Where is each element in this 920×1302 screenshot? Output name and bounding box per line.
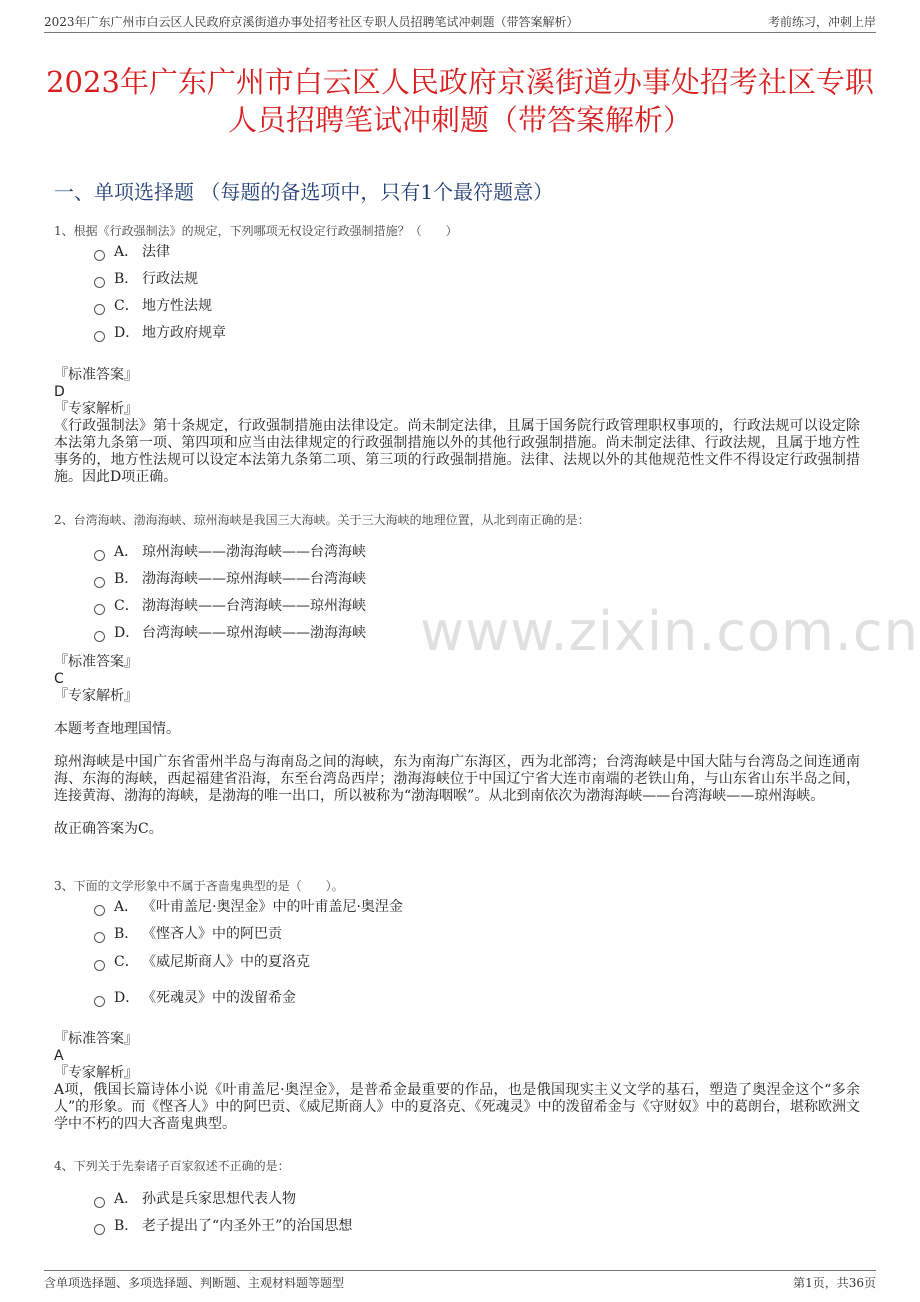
option-text: 行政法规 <box>142 271 198 287</box>
radio-button-icon[interactable] <box>94 577 105 588</box>
option-a[interactable] <box>94 897 403 917</box>
option-a[interactable] <box>94 542 366 562</box>
option-text: 渤海海峡——琼州海峡——台湾海峡 <box>142 571 366 587</box>
answer-block-2 <box>54 654 860 838</box>
question-stem: 3、下面的文学形象中不属于吝啬鬼典型的是（ ）。 <box>54 879 344 893</box>
radio-button-icon[interactable] <box>94 905 105 916</box>
option-text: 地方政府规章 <box>142 325 226 341</box>
radio-button-icon[interactable] <box>94 631 105 642</box>
answer-label: 『标准答案』 <box>54 367 138 383</box>
radio-button-icon[interactable] <box>94 604 105 615</box>
option-letter: B． <box>114 1218 139 1234</box>
option-letter: D． <box>114 990 140 1006</box>
header-doc-title: 2023年广东广州市白云区人民政府京溪街道办事处招考社区专职人员招聘笔试冲刺题（带答案解析） <box>44 15 579 29</box>
option-text: 渤海海峡——台湾海峡——琼州海峡 <box>142 598 366 614</box>
option-d[interactable] <box>94 323 226 343</box>
radio-button-icon[interactable] <box>94 1197 105 1208</box>
option-letter: D． <box>114 325 140 341</box>
answer-block-1 <box>54 367 860 486</box>
analysis-paragraph: 本题考查地理国情。 <box>54 721 180 737</box>
option-letter: B． <box>114 271 139 287</box>
option-a[interactable] <box>94 1189 296 1209</box>
option-letter: A． <box>114 1191 139 1207</box>
watermark: www.zixin.com.cn <box>420 600 919 663</box>
footer-question-types: 含单项选择题、多项选择题、判断题、主观材料题等题型 <box>44 1276 345 1290</box>
option-letter: D． <box>114 625 140 641</box>
option-b[interactable] <box>94 924 282 944</box>
option-letter: A． <box>114 899 139 915</box>
option-c[interactable] <box>94 952 310 972</box>
question-stem: 2、台湾海峡、渤海海峡、琼州海峡是我国三大海峡。关于三大海峡的地理位置，从北到南正确的是： <box>54 513 590 527</box>
option-letter: C． <box>114 298 139 314</box>
answer-value: C <box>54 671 64 687</box>
analysis-text: 《行政强制法》第十条规定，行政强制措施由法律设定。尚未制定法律，且属于国务院行政管理职权事项的，行政法规可以设定除本法第九条第一项、第四项和应当由法律规定的行政强制措施以外的其他行政强制措施。尚未制定法律、行政法规，且属于地方性事务的，地方性法规可以设定本法第九条第二项、第三项的行政强制措施。法律、法规以外的其他规范性文件不得设定行政强制措施。因此D项正确。 <box>54 418 860 485</box>
option-a[interactable] <box>94 242 170 262</box>
option-c[interactable] <box>94 596 366 616</box>
radio-button-icon[interactable] <box>94 996 105 1007</box>
option-c[interactable] <box>94 296 212 316</box>
option-text: 琼州海峡——渤海海峡——台湾海峡 <box>142 544 366 560</box>
radio-button-icon[interactable] <box>94 250 105 261</box>
option-text: 台湾海峡——琼州海峡——渤海海峡 <box>142 625 366 641</box>
answer-block-3 <box>54 1031 860 1133</box>
option-d[interactable] <box>94 623 366 643</box>
option-text: 法律 <box>142 244 170 260</box>
option-text: 孙武是兵家思想代表人物 <box>142 1191 296 1207</box>
radio-button-icon[interactable] <box>94 277 105 288</box>
question-stem: 1、根据《行政强制法》的规定，下列哪项无权设定行政强制措施？（ ） <box>54 224 458 238</box>
option-letter: A． <box>114 544 139 560</box>
radio-button-icon[interactable] <box>94 331 105 342</box>
option-text: 《威尼斯商人》中的夏洛克 <box>142 954 310 970</box>
option-text: 老子提出了“内圣外王”的治国思想 <box>142 1218 353 1234</box>
option-letter: A． <box>114 244 139 260</box>
option-letter: C． <box>114 598 139 614</box>
analysis-label: 『专家解析』 <box>54 688 138 704</box>
answer-value: D <box>54 384 65 400</box>
answer-value: A <box>54 1048 64 1064</box>
radio-button-icon[interactable] <box>94 550 105 561</box>
analysis-label: 『专家解析』 <box>54 401 138 417</box>
option-text: 地方性法规 <box>142 298 212 314</box>
radio-button-icon[interactable] <box>94 304 105 315</box>
analysis-paragraph: 故正确答案为C。 <box>54 821 163 837</box>
page-number: 第1页，共36页 <box>793 1276 876 1290</box>
answer-label: 『标准答案』 <box>54 1031 138 1047</box>
analysis-paragraph: 琼州海峡是中国广东省雷州半岛与海南岛之间的海峡，东为南海广东海区，西为北部湾；台湾海峡是中国大陆与台湾岛之间连通南海、东海的海峡，西起福建省沿海，东至台湾岛西岸；渤海海峡位于中国辽宁省大连市南端的老铁山角，与山东省山东半岛之间，连接黄海、渤海的海峡，是渤海的唯一出口，所以被称为“渤海咽喉”。从北到南依次为渤海海峡——台湾海峡——琼州海峡。 <box>54 754 860 804</box>
page-header <box>44 12 876 33</box>
question-4 <box>54 1157 860 1234</box>
document-title: 2023年广东广州市白云区人民政府京溪街道办事处招考社区专职人员招聘笔试冲刺题（带答案解析） <box>46 65 874 138</box>
option-letter: B． <box>114 571 139 587</box>
radio-button-icon[interactable] <box>94 1224 105 1235</box>
answer-label: 『标准答案』 <box>54 654 138 670</box>
option-b[interactable] <box>94 1216 352 1236</box>
question-stem: 4、下列关于先秦诸子百家叙述不正确的是： <box>54 1159 290 1173</box>
question-1 <box>54 222 860 341</box>
option-text: 《死魂灵》中的泼留希金 <box>142 990 296 1006</box>
page-footer <box>44 1270 876 1291</box>
header-slogan: 考前练习，冲刺上岸 <box>767 15 876 29</box>
option-letter: B． <box>114 926 139 942</box>
analysis-text: A项，俄国长篇诗体小说《叶甫盖尼·奥涅金》，是普希金最重要的作品，也是俄国现实主义文学的基石，塑造了奥涅金这个“多余人”的形象。而《悭吝人》中的阿巴贡、《威尼斯商人》中的夏洛克、《死魂灵》中的泼留希金与《守财奴》中的葛朗台，堪称欧洲文学中不朽的四大吝啬鬼典型。 <box>54 1082 860 1132</box>
option-text: 《悭吝人》中的阿巴贡 <box>142 926 282 942</box>
option-letter: C． <box>114 954 139 970</box>
radio-button-icon[interactable] <box>94 932 105 943</box>
section-title: 一、单项选择题 （每题的备选项中，只有1个最符题意） <box>54 180 554 204</box>
question-3 <box>54 877 860 1006</box>
option-b[interactable] <box>94 569 366 589</box>
radio-button-icon[interactable] <box>94 960 105 971</box>
analysis-label: 『专家解析』 <box>54 1065 138 1081</box>
option-b[interactable] <box>94 269 198 289</box>
option-text: 《叶甫盖尼·奥涅金》中的叶甫盖尼·奥涅金 <box>142 899 403 915</box>
option-d[interactable] <box>94 988 296 1008</box>
